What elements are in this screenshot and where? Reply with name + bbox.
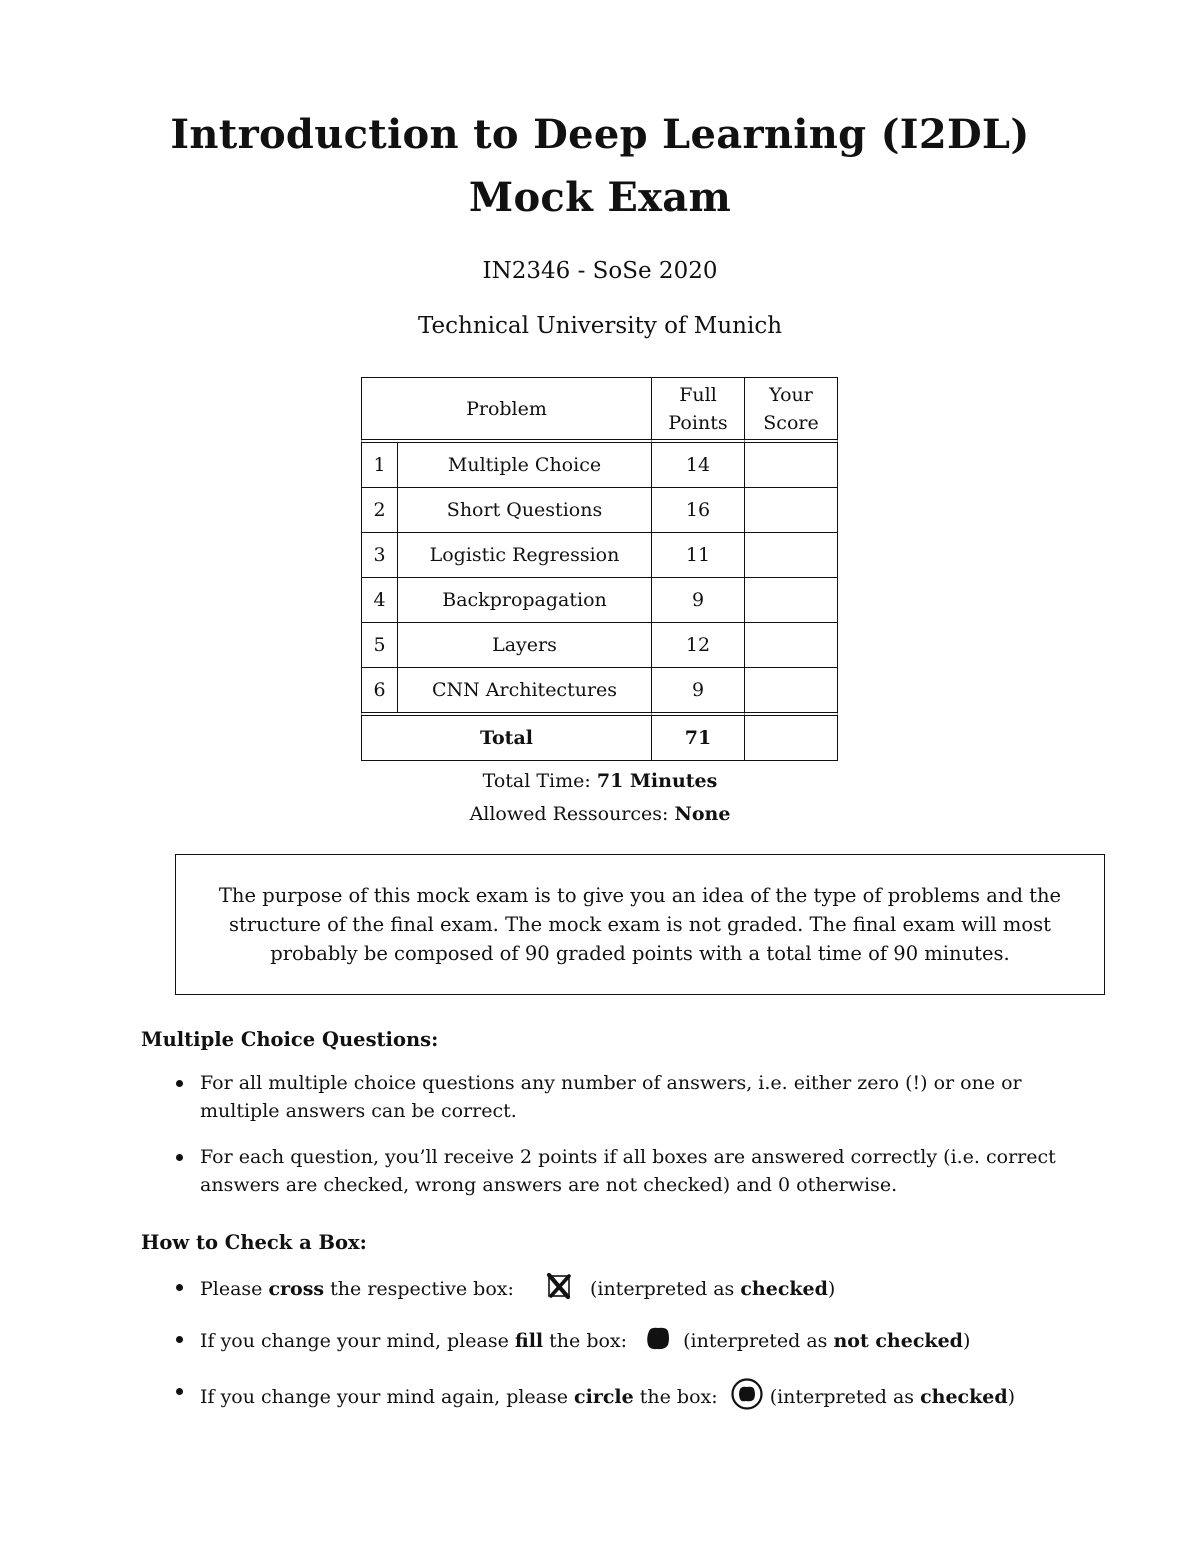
table-row xyxy=(361,533,838,578)
problem-number: 3 xyxy=(361,533,397,578)
problem-name: Short Questions xyxy=(397,488,651,533)
filled-box-icon xyxy=(645,1325,671,1359)
full-points-header: Full Points xyxy=(651,377,744,443)
your-score-header: Your Score xyxy=(744,377,838,443)
problem-number: 5 xyxy=(361,623,397,668)
table-row xyxy=(361,488,838,533)
list-item: If you change your mind, please fill the box: (interpreted as not checked) xyxy=(176,1325,1076,1359)
score-cell xyxy=(744,533,838,578)
course-code: IN2346 - SoSe 2020 xyxy=(482,258,718,284)
total-time-label: Total Time: xyxy=(482,770,591,792)
problem-name: CNN Architectures xyxy=(397,668,651,712)
total-time xyxy=(0,770,1200,792)
problem-points: 14 xyxy=(651,443,744,488)
bullet-icon xyxy=(176,1080,183,1087)
score-cell xyxy=(744,443,838,488)
problem-number: 1 xyxy=(361,443,397,488)
score-cell xyxy=(744,488,838,533)
total-score-cell xyxy=(744,712,838,761)
university-name: Technical University of Munich xyxy=(417,313,783,339)
how-to-check-heading: How to Check a Box: xyxy=(141,1231,367,1254)
total-label: Total xyxy=(361,712,651,761)
problem-points: 16 xyxy=(651,488,744,533)
score-table xyxy=(361,377,838,761)
problem-name: Logistic Regression xyxy=(397,533,651,578)
bullet-text: For each question, you’ll receive 2 points if all boxes are answered correctly (i.e. correct answers are checked, wrong answers are not checked) and 0 otherwise. xyxy=(200,1146,1056,1196)
resources-value: None xyxy=(674,803,731,825)
total-time-value: 71 Minutes xyxy=(596,770,718,792)
problem-number: 2 xyxy=(361,488,397,533)
total-row xyxy=(361,712,838,761)
problem-header: Problem xyxy=(361,377,651,443)
exam-title: Introduction to Deep Learning (I2DL) xyxy=(170,111,1030,158)
bullet-text: For all multiple choice questions any number of answers, i.e. either zero (!) or one or multiple answers can be correct. xyxy=(200,1072,1022,1122)
problem-name: Backpropagation xyxy=(397,578,651,623)
problem-points: 11 xyxy=(651,533,744,578)
exam-subtitle: Mock Exam xyxy=(468,174,732,221)
circled-box-icon xyxy=(730,1377,764,1419)
multiple-choice-heading: Multiple Choice Questions: xyxy=(141,1028,439,1051)
problem-points: 9 xyxy=(651,668,744,712)
problem-number: 4 xyxy=(361,578,397,623)
bullet-icon xyxy=(176,1284,183,1291)
problem-points: 9 xyxy=(651,578,744,623)
list-item: If you change your mind again, please circle the box: (interpreted as checked) xyxy=(176,1377,1076,1419)
table-row xyxy=(361,443,838,488)
problem-name: Multiple Choice xyxy=(397,443,651,488)
problem-points: 12 xyxy=(651,623,744,668)
score-table-header xyxy=(361,377,838,443)
allowed-resources xyxy=(0,803,1200,825)
table-row xyxy=(361,578,838,623)
score-cell xyxy=(744,668,838,712)
purpose-text: The purpose of this mock exam is to give you an idea of the type of problems and the structure of the final exam. The mock exam is not graded. The final exam will most probably be composed of 90 graded points with a total time of 90 minutes. xyxy=(218,884,1062,965)
crossed-box-icon xyxy=(546,1273,572,1307)
bullet-icon xyxy=(176,1154,183,1161)
list-item: Please cross the respective box: (interpreted as checked) xyxy=(176,1273,1076,1307)
bullet-icon xyxy=(176,1336,183,1343)
bullet-icon xyxy=(176,1388,183,1395)
table-row xyxy=(361,668,838,712)
list-item xyxy=(176,1143,1076,1199)
problem-number: 6 xyxy=(361,668,397,712)
problem-name: Layers xyxy=(397,623,651,668)
resources-label: Allowed Ressources: xyxy=(469,803,669,825)
purpose-box xyxy=(175,854,1105,995)
table-row xyxy=(361,623,838,668)
total-points: 71 xyxy=(651,712,744,761)
score-cell xyxy=(744,623,838,668)
list-item xyxy=(176,1069,1076,1125)
score-cell xyxy=(744,578,838,623)
